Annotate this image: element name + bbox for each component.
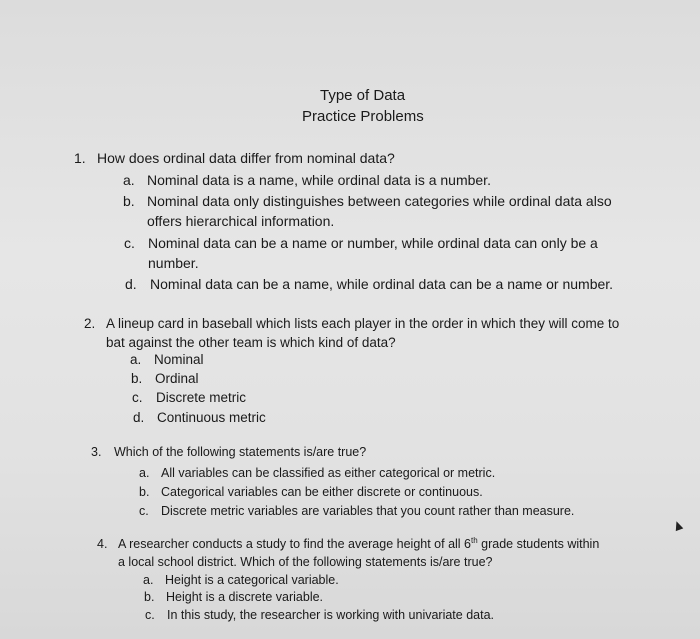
option-letter: a.	[130, 352, 142, 367]
option-text: Nominal	[154, 352, 204, 367]
option-text: Height is a categorical variable.	[165, 573, 339, 587]
mouse-cursor-icon	[673, 520, 684, 531]
page-subtitle: Practice Problems	[302, 108, 424, 125]
option-text: Nominal data only distinguishes between categories while ordinal data also	[147, 193, 612, 209]
option-text: number.	[148, 255, 199, 271]
option-letter: a.	[123, 172, 135, 188]
question-number: 4.	[97, 537, 108, 551]
option-letter: b.	[131, 371, 143, 386]
page-title: Type of Data	[320, 87, 406, 104]
question-number: 2.	[84, 316, 96, 331]
option-text: Nominal data is a name, while ordinal data is a number.	[147, 172, 491, 188]
option-text: Discrete metric variables are variables that you count rather than measure.	[161, 504, 575, 518]
option-letter: d.	[125, 276, 137, 292]
question-text: bat against the other team is which kind of data?	[106, 335, 396, 350]
option-text: Height is a discrete variable.	[166, 590, 324, 604]
option-letter: b.	[123, 193, 135, 209]
option-letter: b.	[139, 485, 150, 499]
option-text: Ordinal	[155, 371, 199, 386]
option-text: Continuous metric	[157, 410, 266, 425]
option-letter: c.	[145, 608, 155, 622]
question-text: A researcher conducts a study to find the average height of all 6th grade students within	[118, 535, 600, 551]
option-letter: c.	[124, 235, 135, 251]
option-letter: a.	[143, 573, 154, 587]
option-text: Nominal data can be a name, while ordinal data can be a name or number.	[150, 276, 614, 292]
option-letter: b.	[144, 590, 155, 604]
question-number: 1.	[74, 150, 86, 166]
option-text: Nominal data can be a name or number, while ordinal data can only be a	[148, 235, 598, 251]
option-letter: a.	[139, 466, 150, 480]
option-letter: c.	[132, 390, 143, 405]
question-number: 3.	[91, 445, 102, 459]
question-text: A lineup card in baseball which lists each player in the order in which they will come to	[106, 316, 620, 331]
option-text: offers hierarchical information.	[147, 213, 335, 229]
question-text: Which of the following statements is/are true?	[114, 445, 367, 459]
option-text: In this study, the researcher is working with univariate data.	[167, 608, 495, 622]
question-text: How does ordinal data differ from nominal data?	[97, 150, 395, 166]
question-text: a local school district. Which of the following statements is/are true?	[118, 555, 493, 569]
option-text: Categorical variables can be either discrete or continuous.	[161, 485, 483, 499]
option-letter: c.	[139, 504, 149, 518]
option-text: Discrete metric	[156, 390, 247, 405]
option-letter: d.	[133, 410, 145, 425]
option-text: All variables can be classified as either categorical or metric.	[161, 466, 496, 480]
